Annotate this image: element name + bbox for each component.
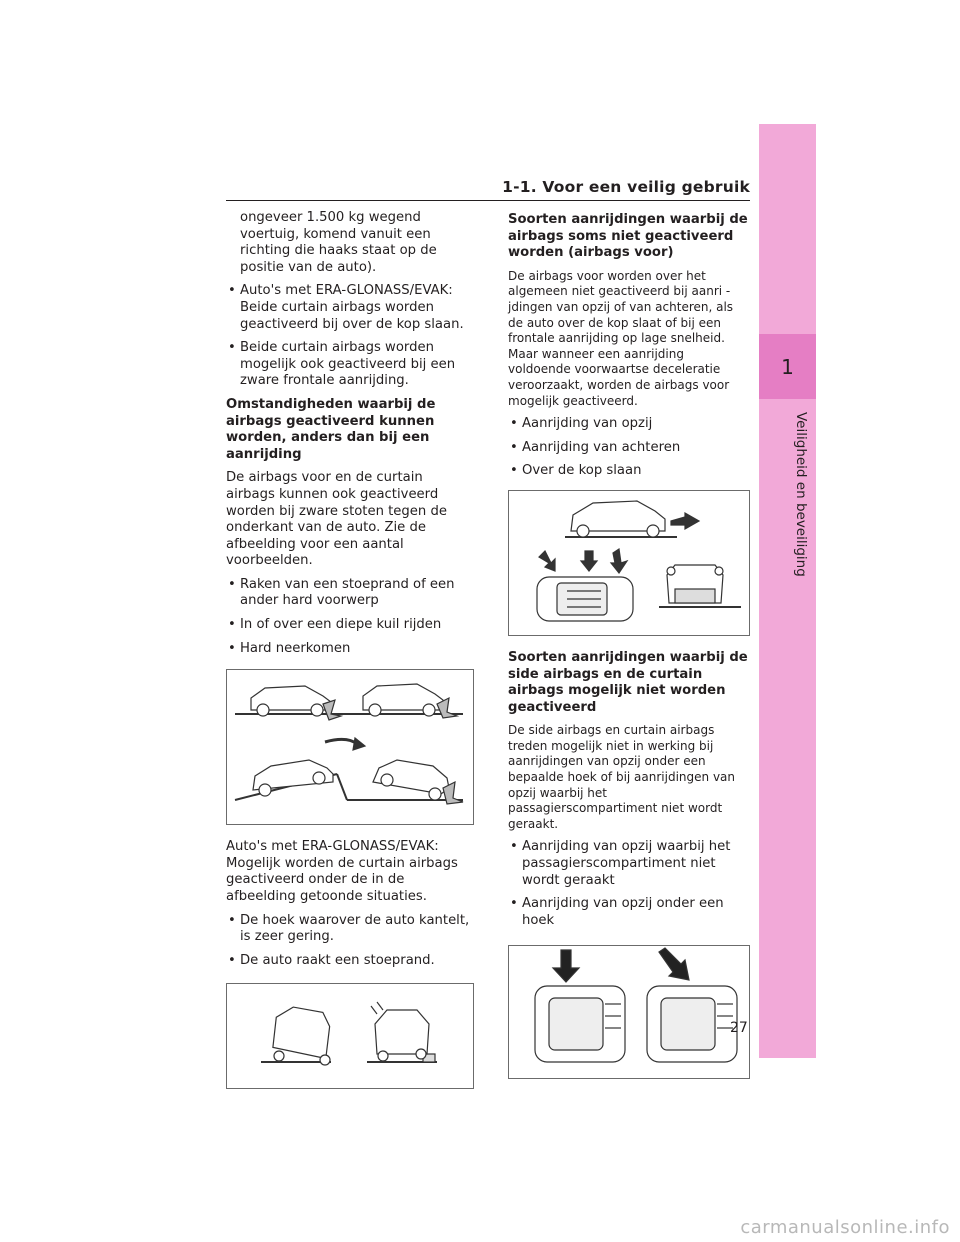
figure-undercarriage-impacts	[226, 669, 474, 825]
subheading: Omstandigheden waarbij de airbags geactiveerd kunnen worden, anders dan bij een aanrijding	[226, 396, 436, 462]
side-airbag-exceptions-illustration	[509, 946, 749, 1078]
paragraph: Auto's met ERA-GLONASS/EVAK: Mogelijk worden de curtain airbags geactiveerd onder de in de afbeelding getoonde situaties.	[226, 839, 458, 905]
bullet-item: • Beide curtain airbags worden mogelijk ook geactiveerd bij een zware frontale aanrijding.	[226, 340, 474, 390]
figure-frontal-airbag-exceptions	[508, 490, 750, 636]
figure-side-airbag-exceptions	[508, 945, 750, 1079]
bullet-item: • Aanrijding van achteren	[508, 440, 750, 457]
chapter-label: Veiligheid en beveiliging	[793, 412, 809, 577]
bullet-item: • De hoek waarover de auto kantelt, is zeer gering.	[226, 913, 474, 946]
subheading: Soorten aanrijdingen waarbij de airbags soms niet geactiveerd worden (airbags voor)	[508, 212, 748, 261]
paragraph: ongeveer 1.500 kg wegend voertuig, komend vanuit een richting die haaks staat op de positie van de auto).	[240, 210, 437, 275]
paragraph: De airbags voor worden over het algemeen niet geactiveerd bij aanri -jdingen van opzij of van achteren, als de auto over de kop slaat of bij een frontale aanrijding op lage snelheid. Maar wanneer een aanrijding voldoende voorwaartse deceleratie veroorzaakt, worden de airbags voor mogelijk geactiveerd.	[508, 268, 734, 408]
bullet-item: • Aanrijding van opzij waarbij het passagierscompartiment niet wordt geraakt	[508, 839, 750, 889]
subheading: Soorten aanrijdingen waarbij de side airbags en de curtain airbags mogelijk niet worden geactiveerd	[508, 649, 748, 715]
bullet-item: • De auto raakt een stoeprand.	[226, 953, 474, 970]
left-column	[226, 210, 474, 1103]
undercarriage-impacts-illustration	[227, 670, 471, 824]
chapter-side-tab	[759, 124, 816, 1058]
bullet-item: • Hard neerkomen	[226, 641, 474, 658]
page-number: 27	[730, 1020, 748, 1036]
bullet-item: • Aanrijding van opzij onder een hoek	[508, 896, 750, 929]
bullet-item: • In of over een diepe kuil rijden	[226, 617, 474, 634]
right-column	[508, 210, 750, 1093]
section-title: 1-1. Voor een veilig gebruik	[502, 178, 750, 196]
bullet-item: • Over de kop slaan	[508, 463, 750, 480]
footer-watermark[interactable]: carmanualsonline.info	[740, 1217, 950, 1238]
bullet-item: • Raken van een stoeprand of een ander hard voorwerp	[226, 577, 474, 610]
figure-rollover-curb	[226, 983, 474, 1089]
paragraph: De side airbags en curtain airbags treden mogelijk niet in werking bij aanrijdingen van opzij onder een bepaalde hoek of bij aanrijdingen van opzij waarbij het passagierscompartiment niet wordt geraakt.	[508, 723, 735, 831]
paragraph: De airbags voor en de curtain airbags kunnen ook geactiveerd worden bij zware stoten tegen de onderkant van de auto. Zie de afbeelding voor een aantal voorbeelden.	[226, 470, 447, 569]
frontal-airbag-exceptions-illustration	[509, 491, 749, 635]
chapter-number: 1	[759, 334, 816, 399]
bullet-item: • Auto's met ERA-GLONASS/EVAK: Beide curtain airbags worden geactiveerd bij over de kop slaan.	[226, 283, 474, 333]
header-rule	[226, 200, 750, 201]
bullet-item: • Aanrijding van opzij	[508, 416, 750, 433]
rollover-curb-illustration	[227, 984, 471, 1088]
